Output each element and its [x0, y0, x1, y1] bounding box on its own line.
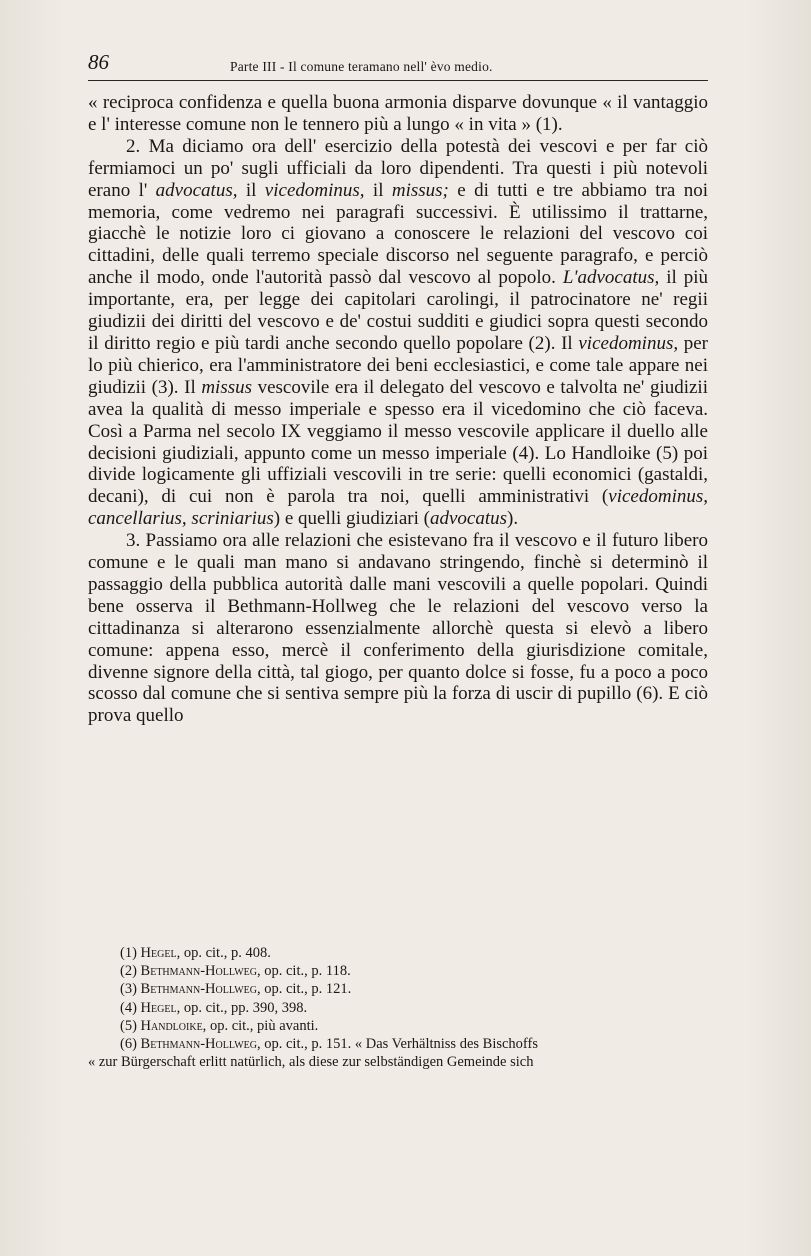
paragraph-2-text: ) e quelli giudiziari ( [273, 508, 430, 530]
footnote-number: (6) [120, 1036, 137, 1053]
footnote-ref: op. cit., pp. 390, 398. [180, 999, 308, 1016]
footnote-author: Bethmann-Hollweg, [140, 963, 261, 980]
footnote [120, 1035, 708, 1053]
footnote [120, 944, 708, 962]
footnote [120, 962, 708, 980]
footnote-ref: op. cit., p. 151. « Das Verhältniss des Bischoffs [260, 1036, 538, 1053]
footnote-author: Bethmann-Hollweg, [140, 1036, 261, 1053]
paragraph-2-text: per lo più chierico, era l'amministratore dei beni ecclesiastici, e come tale appare nei giudizii (3). Il [88, 332, 708, 398]
page-header [88, 46, 708, 76]
term-advocatus: advocatus, [155, 179, 238, 201]
footnote-author: Handloike, [140, 1017, 207, 1034]
body-text [88, 92, 708, 727]
footnote-number: (2) [120, 963, 137, 980]
term-missus: missus; [391, 179, 449, 201]
term-titles: vicedominus, cancellarius, scriniarius [88, 486, 708, 530]
page-number: 86 [88, 50, 109, 74]
term-advocatus: L'advocatus, [562, 267, 660, 289]
header-rule [88, 80, 708, 81]
running-title: Parte III - Il comune teramano nell' èvo medio. [230, 59, 493, 74]
footnote-number: (4) [120, 999, 137, 1016]
footnote-continuation: « zur Bürgerschaft erlitt natürlich, als diese zur selbständigen Gemeinde sich [88, 1054, 534, 1071]
footnote-number: (1) [120, 945, 137, 961]
paragraph-2-text: il [237, 179, 265, 201]
footnote [120, 999, 708, 1017]
footnotes [88, 944, 708, 1071]
paragraph-1: « reciproca confidenza e quella buona armonia disparve dovunque « il vantaggio e l' interesse comune non le tennero più a lungo « in vita » (1). [88, 92, 708, 135]
footnote-ref: op. cit., p. 121. [260, 981, 352, 998]
term-missus: missus [201, 376, 252, 398]
term-vicedominus: vicedominus, [264, 179, 365, 201]
footnote-ref: op. cit., p. 408. [180, 945, 271, 961]
paragraph-2-text: 2. Ma diciamo ora dell' esercizio della potestà dei vescovi e per far ciò fermiamoci un po' sugli ufficiali da loro dipendenti. Tra questi i più notevoli erano l' [88, 135, 708, 201]
footnote-number: (5) [120, 1017, 137, 1034]
paragraph-2-text: e di tutti e tre abbiamo tra noi memoria, come vedremo nei paragrafi successivi. È utilissimo il trattarne, giacchè le notizie loro ci giovano a conoscere le relazioni del vescovo coi cittadini, delle quali terremo speciale discorso nel seguente paragrafo, e perciò anche il modo, onde l'autorità passò dal vescovo al popolo. [88, 179, 708, 289]
footnote-ref: op. cit., più avanti. [206, 1017, 319, 1034]
footnote [120, 980, 708, 998]
paragraph-3: 3. Passiamo ora alle relazioni che esistevano fra il vescovo e il futuro libero comune e le quali man mano si andavano stringendo, finchè si determinò il passaggio della pubblica autorità dalle mani vescovili a quelle popolari. Quindi bene osserva il Bethmann-Hollweg che le relazioni del vescovo verso la cittadinanza si alterarono essenzialmente allorchè questa si elevò a libero comune: appena esso, mercè il conferimento della giurisdizione comitale, divenne signore della città, tal giogo, per quanto dolce si fosse, fu a poco a poco scosso dal comune che si sentiva sempre più la forza di uscir di pupillo (6). E ciò prova quello [88, 530, 708, 727]
term-vicedominus: vicedominus, [578, 332, 679, 354]
paragraph-2-text: il più importante, era, per legge dei capitolari carolingi, il patrocinatore ne' regii giudizii dei diritti del vescovo e de' costui sudditi e giudici sopra questi secondo il diritto regio e più tardi anche secondo quello popolare (2). Il [88, 267, 708, 354]
paragraph-2-text: ). [507, 508, 519, 530]
paragraph-2-text: vescovile era il delegato del vescovo e talvolta ne' giudizii avea la qualità di messo imperiale e spesso era il vicedomino che ciò faceva. Così a Parma nel secolo IX veggiamo il messo vescovile applicare il duello alle decisioni giudiziali, appunto come un messo imperiale (4). Lo Handloike (5) poi divide logicamente gli uffiziali vescovili in tre serie: quelli economici (gastaldi, decani), di cui non è parola tra noi, quelli amministrativi ( [88, 376, 708, 508]
footnote-author: Hegel, [140, 945, 181, 961]
term-advocatus: advocatus [429, 508, 507, 530]
footnote-ref: op. cit., p. 118. [260, 963, 351, 980]
paragraph-2-text: il [364, 179, 392, 201]
footnote [120, 1017, 708, 1035]
footnote-author: Bethmann-Hollweg, [140, 981, 261, 998]
footnote-author: Hegel, [140, 999, 181, 1016]
paragraph-2 [88, 136, 708, 530]
footnote-number: (3) [120, 981, 137, 998]
